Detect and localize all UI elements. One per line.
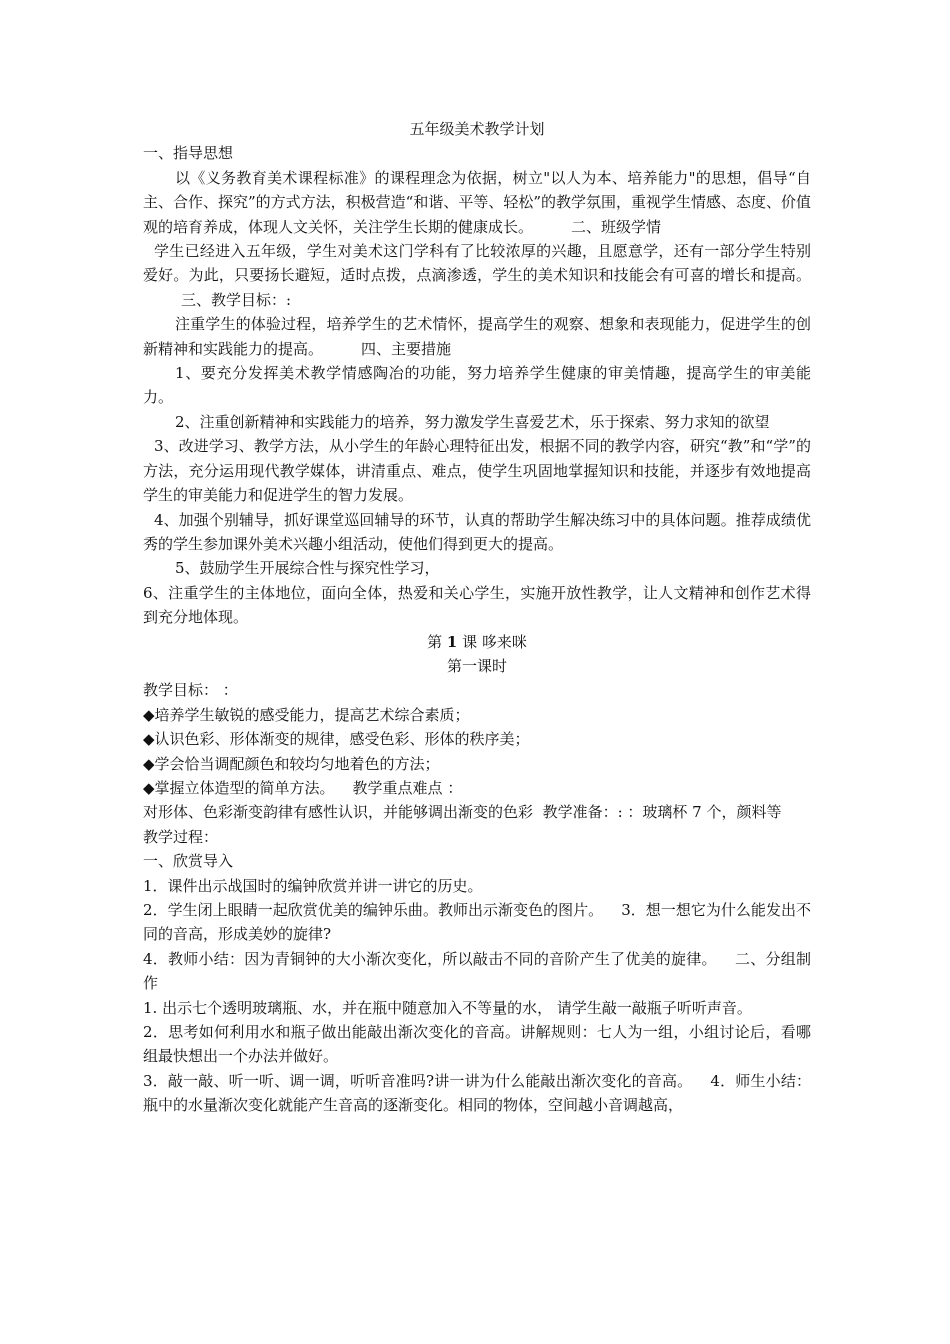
section-heading-main-measures: 四、主要措施 xyxy=(361,339,452,358)
measure-item: 2、注重创新精神和实践能力的培养，努力激发学生喜爱艺术，乐于探索、努力求知的欲望 xyxy=(175,412,770,431)
preparation-body: 玻璃杯 7 个，颜料等 xyxy=(642,803,782,822)
document-title: 五年级美术教学计划 xyxy=(409,120,545,138)
preparation-label: 教学准备：: ： xyxy=(542,803,643,822)
section-heading-guiding-thought: 一、指导思想 xyxy=(143,144,234,163)
measure-item: 5、鼓励学生开展综合性与探究性学习， xyxy=(175,559,440,578)
measure-item: 4、加强个别辅导，抓好课堂巡回辅导的环节，认真的帮助学生解决练习中的具体问题。推荐成绩优秀的学生参加课外美术兴趣小组活动，使他们得到更大的提高。 xyxy=(143,510,811,553)
lesson-goal-item: ◆认识色彩、形体渐变的规律，感受色彩、形体的秩序美； xyxy=(143,730,530,749)
process-step: 2．思考如何利用水和瓶子做出能敲出渐次变化的音高。讲解规则：七人为一组，小组讨论后，看哪组最快想出一个办法并做好。 xyxy=(143,1023,811,1066)
measure-item: 6、注重学生的主体地位，面向全体，热爱和关心学生，实施开放性教学，让人文精神和创作艺术得到充分地体现。 xyxy=(143,583,811,627)
lesson-period: 第一课时 xyxy=(446,656,507,675)
key-points-label: 教学重点难点 ： xyxy=(352,778,463,797)
process-step: 3．敲一敲、听一听、调一调，听听音准吗?讲一讲为什么能敲出渐次变化的音高。 4．师生小结：瓶中的水量渐次变化就能产生音高的逐渐变化。相同的物体，空间越小音调越高， xyxy=(143,1071,812,1115)
lesson-goal-item: ◆培养学生敏锐的感受能力，提高艺术综合素质； xyxy=(143,705,470,724)
section-body-guiding-thought: 以《义务教育美术课程标准》的课程理念为依据，树立"以人为本、培养能力"的思想，倡导“自主、合作、探究”的方式方法，积极营造“和谐、平等、轻松”的教学氛围，重视学生情感、态度、价值观的培育养成，体现人文关怀，关注学生长期的健康成长。 二、班级学情 xyxy=(143,168,812,236)
lesson-goal-item: ◆学会恰当调配颜色和较均匀地着色的方法； xyxy=(143,754,440,773)
section-body-teaching-goals: 注重学生的体验过程，培养学生的艺术情怀，提高学生的观察、想象和表现能力，促进学生的创新精神和实践能力的提高。 四、主要措施 xyxy=(143,315,811,358)
document-page xyxy=(143,117,811,1118)
lesson-title: 第 1 课 哆来咪 xyxy=(427,632,527,651)
section-heading-teaching-goals: 三、教学目标：: xyxy=(181,290,292,309)
process-step: 4．教师小结：因为青铜钟的大小渐次变化，所以敲击不同的音阶产生了优美的旋律。 二、分组制作 xyxy=(143,949,811,993)
part-heading: 一、欣赏导入 xyxy=(143,852,234,871)
lesson-goal-item: ◆掌握立体造型的简单方法。 教学重点难点 ： xyxy=(143,778,463,797)
measure-item: 1、要充分发挥美术教学情感陶冶的功能，努力培养学生健康的审美情趣，提高学生的审美能力。 xyxy=(143,364,811,407)
process-step: 1．课件出示战国时的编钟欣赏并讲一讲它的历史。 xyxy=(143,876,483,895)
measure-item: 3、改进学习、教学方法，从小学生的年龄心理特征出发，根据不同的教学内容，研究“教”和“学”的方法，充分运用现代教学媒体，讲清重点、难点，使学生巩固地掌握知识和技能，并逐步有效地提高学生的审美能力和促进学生的智力发展。 xyxy=(143,437,811,505)
section-heading-class-situation: 二、班级学情 xyxy=(571,217,662,236)
process-step: 1. 出示七个透明玻璃瓶、水，并在瓶中随意加入不等量的水， 请学生敲一敲瓶子听听声音。 xyxy=(143,998,752,1017)
key-points-body: 对形体、色彩渐变韵律有感性认识，并能够调出渐变的色彩 教学准备：: ：玻璃杯 7 个，颜料等 xyxy=(143,803,782,822)
process-step: 2．学生闭上眼睛一起欣赏优美的编钟乐曲。教师出示渐变色的图片。 3．想一想它为什么能发出不同的音高，形成美妙的旋律? xyxy=(143,901,812,944)
part-heading: 二、分组制作 xyxy=(143,949,811,993)
process-label: 教学过程： xyxy=(143,827,219,846)
lesson-goals-label: 教学目标： ： xyxy=(143,681,238,700)
section-body-class-situation: 学生已经进入五年级，学生对美术这门学科有了比较浓厚的兴趣，且愿意学，还有一部分学生特别爱好。为此，只要扬长避短，适时点拨，点滴渗透，学生的美术知识和技能会有可喜的增长和提高。三、教学目标：: xyxy=(143,242,811,309)
